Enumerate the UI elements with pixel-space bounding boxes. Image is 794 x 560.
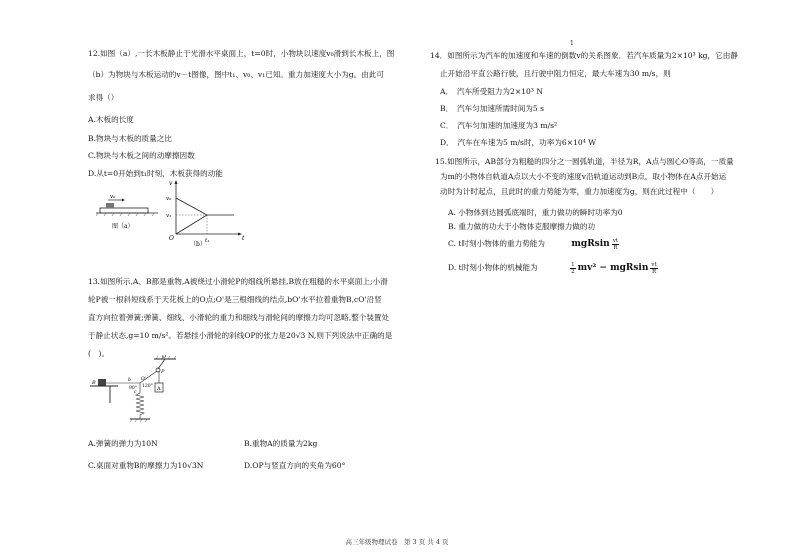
q15-stem-line-3: 动时为计时起点，且此时的重力势能为零，重力加速度为g，则在此过程中（ ） [440,187,719,196]
q13-option-d: D.OP与竖直方向的夹角为60° [244,461,346,470]
label-c: c [134,390,137,395]
q12-option-d: D.从t=0开始到t₁时刻，木板获得的动能 [88,169,223,178]
q14-option-b: B． 汽车匀加速所需时间为5 s [440,104,545,113]
q13-option-a: A.弹簧的弹力为10N [88,439,158,448]
q15-stem-line-1: 15.如图所示，AB部分为粗糙的四分之一圆弧轨道，半径为R，A点与圆心O等高，一质量 [435,157,734,166]
q15-option-c-text: C. t时刻小物体的重力势能为 [448,239,545,248]
q15-stem-line-2: 为m的小物体自轨道A点以大小不变的速度v沿轨道运动到B点，取小物体在A点开始运 [440,172,727,181]
q12-figure-a [96,194,158,230]
q15-option-c-fraction [612,238,619,251]
label-a: A [157,386,161,392]
q12-option-a: A.木板的长度 [88,115,134,124]
long-board [100,208,148,213]
q12-figure-b-caption: （b） [190,241,206,248]
label-o: O [162,355,167,360]
line-op [158,359,165,369]
q15-d-frac-num: vt [651,261,657,268]
t1-tick-label: t₁ [205,238,210,244]
q12-block-v0-label: v₀ [110,194,116,200]
label-b: B [92,380,96,386]
q15-c-frac-num: vt [612,237,619,244]
q15-d-half-num: 1 [571,261,575,268]
q15-option-c [448,236,621,252]
q14-stem-line-2: 止开始沿平直公路行驶，且行驶中阻力恒定，最大车速为30 m/s，则 [440,69,671,78]
q13-stem-line-5: ( )。 [88,349,110,358]
v0-tick-label: v₀ [166,196,172,202]
small-block [106,203,114,208]
q13-stem-line-4: 于静止状态,g=10 m/s²。若悬挂小滑轮的斜线OP的张力是20√3 N,则下列说法中正确的是 [88,331,393,340]
t-axis-label: t [242,235,245,242]
origin-label: O [169,235,174,242]
block-velocity-line [176,198,207,215]
q15-option-b: B. 重力做的功大于小物体克服摩擦力做的功 [448,222,596,231]
q15-option-a: A. 小物体到达圆弧底端时，重力做功的瞬时功率为0 [448,208,623,217]
q15-d-frac-den: R [651,268,657,275]
label-p: P [161,369,165,375]
q13-option-b: B.重物A的质量为2kg [244,439,318,448]
q15-option-d-formula: mv² − mgRsin [577,263,649,273]
q12-figure-b [166,180,245,248]
weight-b [98,379,106,386]
q15-c-frac-den: R [613,244,618,251]
q12-stem-line-2: （b）为物块与木板运动的v－t图像，图中t₁、v₀、v₁已知。重力加速度大小为g。由此可 [88,70,385,79]
q13-stem-line-3: 直方向拉着弹簧;弹簧、细线、小滑轮的重力和细线与滑轮间的摩擦力均可忽略,整个装置处 [88,313,390,322]
v-axis-label: v [169,180,173,187]
q12-option-c: C.物块与木板之间的动摩擦因数 [88,151,195,160]
q12-option-b: B.物块与木板的质量之比 [88,134,172,143]
label-b-small: b [128,378,131,383]
q12-stem-line-1: 12.如图（a）,一长木板静止于光滑水平桌面上，t=0时，小物块以速度v₀滑到长木板上，图 [88,49,395,58]
q13-stem-line-2: 轮P被一根斜短线系于天花板上的O点;O'是三根细线的结点,bO'水平拉着重物B,cO'沿竖 [88,295,382,304]
q14-option-c: C． 汽车匀加速的加速度为3 m/s² [440,121,558,130]
q15-option-c-formula: mgRsin [571,239,610,249]
q15-d-half-den: 2 [571,268,575,275]
q15-option-d-fraction [650,262,657,275]
angle-90: 90° [129,386,137,391]
q13-figure [88,355,208,430]
q15-option-d-text: D. t时刻小物体的机械能为 [448,263,538,272]
q12-stem-line-3: 求得（） [88,93,119,102]
angle-120: 120° [142,384,153,389]
q14-option-a: A． 汽车所受阻力为2×10³ N [440,87,543,96]
q13-stem-line-1: 13.如图所示,A、B都是重物,A被绕过小滑轮P的细线所悬挂,B放在粗糙的水平桌面上;小滑 [88,277,388,286]
q14-stem-line-1: 14．如图所示为汽车的加速度和车速的倒数v的关系图象．若汽车质量为2×10³ kg，它由静 [430,51,738,60]
q12-figure-a-caption: 图（a） [112,223,134,230]
q14-option-d: D． 汽车在车速为5 m/s时，功率为6×10⁴ W [440,138,597,147]
q15-d-half-fraction [570,262,576,275]
spring [136,393,144,419]
page-footer: 高三年级物理试卷 第 3 页 共 4 页 [345,538,449,546]
q12-figure [94,178,264,250]
q15-option-d [448,260,660,276]
label-o-prime: O' [141,377,146,382]
q13-option-c: C.桌面对重物B的摩擦力为10√3N [88,461,204,470]
q14-header-number: 1 [570,40,574,47]
v1-tick-label: v₁ [166,213,172,219]
board-velocity-line [176,215,207,234]
